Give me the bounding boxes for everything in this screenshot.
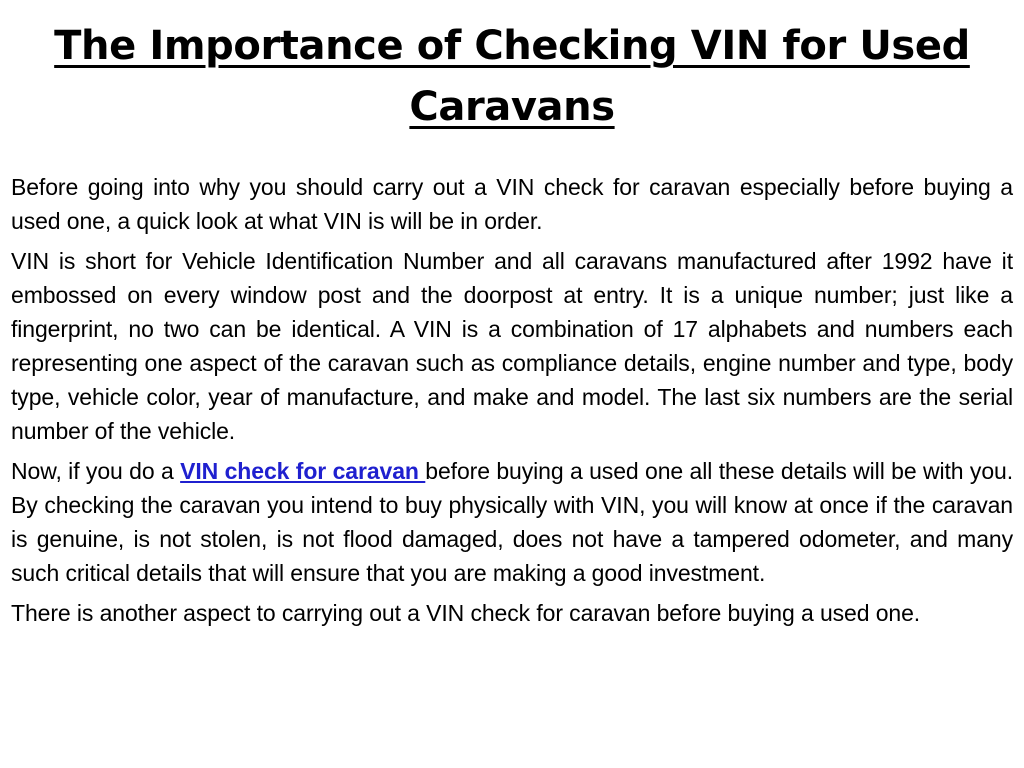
paragraph-vin-check-lead: Now, if you do a (11, 458, 181, 484)
vin-check-link[interactable]: VIN check for caravan (180, 458, 426, 484)
paragraph-vin-check (11, 454, 1013, 590)
page-title: The Importance of Checking VIN for Used Caravans (54, 23, 970, 130)
article-body (11, 170, 1013, 630)
paragraph-vin-check-rest: before buying a used one all these details will be with you. By checking the caravan you intend to buy physically with VIN, you will know at once if the caravan is genuine, is not stolen, is not flood damaged, does not have a tampered odometer, and many such critical details that will ensure that you are making a good investment. (11, 458, 1013, 586)
paragraph-another-aspect: There is another aspect to carrying out a VIN check for caravan before buying a used one. (11, 600, 921, 626)
paragraph-vin-definition: VIN is short for Vehicle Identification Number and all caravans manufactured after 1992 have it embossed on every window post and the doorpost at entry. It is a unique number; just like a fingerprint, no two can be identical. A VIN is a combination of 17 alphabets and numbers each representing one aspect of the caravan such as compliance details, engine number and type, body type, vehicle color, year of manufacture, and make and model. The last six numbers are the serial number of the vehicle. (11, 248, 1013, 444)
paragraph-intro: Before going into why you should carry out a VIN check for caravan especially before buying a used one, a quick look at what VIN is will be in order. (11, 174, 1013, 234)
